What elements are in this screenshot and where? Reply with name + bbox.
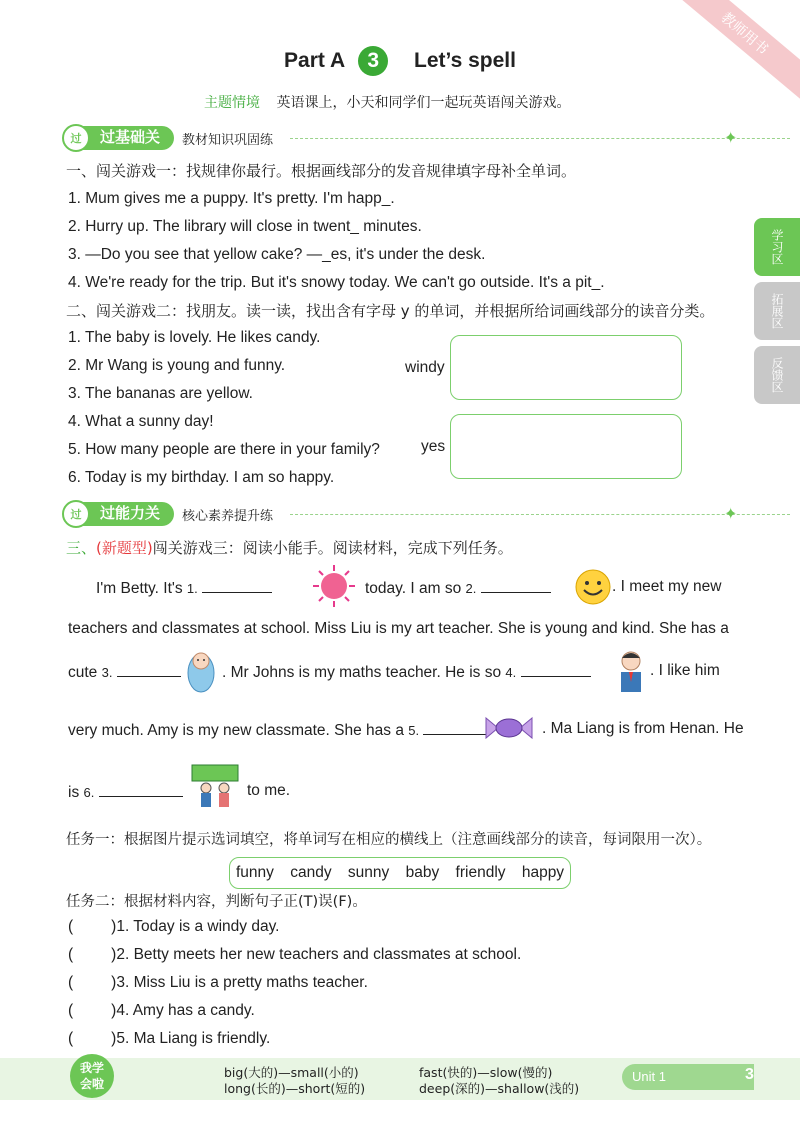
q2-title: 二、闯关游戏二：找朋友。读一读，找出含有字母 y 的单词，并根据所给词画线部分的读音分类。 <box>66 302 715 320</box>
word-bank-item: baby <box>405 864 440 881</box>
star-icon: ✦ <box>724 506 738 523</box>
blank-2[interactable] <box>481 578 551 593</box>
passage-line-3b: . Mr Johns is my maths teacher. He is so 4. <box>222 662 591 682</box>
q3-title: 三、(新题型)闯关游戏三：阅读小能手。阅读材料，完成下列任务。 <box>66 539 513 557</box>
q1-item: 2. Hurry up. The library will close in twent_ minutes. <box>68 218 422 235</box>
section-basic-icon: 过 <box>62 124 90 152</box>
word-bank-item: sunny <box>347 864 390 881</box>
section-basic-sub: 教材知识巩固练 <box>182 133 274 148</box>
task2-title: 任务二：根据材料内容，判断句子正(T)误(F)。 <box>66 894 367 910</box>
q1-item: 3. —Do you see that yellow cake? —_es, it's under the desk. <box>68 246 486 263</box>
unit-label: Unit 1 <box>622 1064 754 1090</box>
q1-item: 1. Mum gives me a puppy. It's pretty. I'm happ_. <box>68 190 395 207</box>
section-divider <box>290 514 790 515</box>
section-divider <box>290 138 790 139</box>
passage-line-4: very much. Amy is my new classmate. She has a 5. <box>68 720 489 740</box>
tab-study[interactable]: 学习区 <box>754 218 800 276</box>
word-bank-item: happy <box>521 864 565 881</box>
task1-title: 任务一：根据图片提示选词填空，将单词写在相应的横线上（注意画线部分的读音，每词限用一次）。 <box>66 832 712 848</box>
q2-item: 5. How many people are there in your family? <box>68 441 380 458</box>
q1-item: 4. We're ready for the trip. But it's snowy today. We can't go outside. It's a pit_. <box>68 274 605 291</box>
passage-line-1b: today. I am so 2. <box>365 578 551 598</box>
q2-item: 2. Mr Wang is young and funny. <box>68 357 286 374</box>
teacher-icon <box>616 646 646 692</box>
q2-item: 1. The baby is lovely. He likes candy. <box>68 329 321 346</box>
passage-line-5b: to me. <box>247 782 291 799</box>
theme-line <box>204 92 570 112</box>
smiley-icon <box>574 568 612 606</box>
tf-item: ( )4. Amy has a candy. <box>68 1002 255 1019</box>
tf-item: ( )1. Today is a windy day. <box>68 918 280 935</box>
antonym-pair: fast(快的)—slow(慢的) <box>419 1065 553 1080</box>
q2-item: 4. What a sunny day! <box>68 413 214 430</box>
theme-label: 主题情境 <box>204 95 260 111</box>
tf-item: ( )5. Ma Liang is friendly. <box>68 1030 271 1047</box>
word-bank-item: funny <box>236 864 274 881</box>
passage-line-2: teachers and classmates at school. Miss Liu is my art teacher. She is young and kind. She has a <box>68 620 729 637</box>
blank-4[interactable] <box>521 662 591 677</box>
theme-text: 英语课上，小天和同学们一起玩英语闯关游戏。 <box>276 95 571 111</box>
page-header <box>0 46 800 76</box>
section-ability-label: 过能力关 <box>70 502 174 526</box>
passage-line-1c: . I meet my new <box>612 578 722 595</box>
passage-line-5: is 6. <box>68 782 183 802</box>
corner-stamp: 教师用书 <box>670 0 800 99</box>
word-bank-item: candy <box>290 864 332 881</box>
section-basic-label: 过基础关 <box>70 126 174 150</box>
q2-item: 6. Today is my birthday. I am so happy. <box>68 469 335 486</box>
tab-feedback[interactable]: 反馈区 <box>754 346 800 404</box>
antonym-pair: deep(深的)—shallow(浅的) <box>419 1081 580 1096</box>
tf-item: ( )2. Betty meets her new teachers and classmates at school. <box>68 946 522 963</box>
friends-icon <box>188 764 242 808</box>
category-word-yes: yes <box>421 438 446 455</box>
blank-3[interactable] <box>117 662 181 677</box>
answer-box-yes[interactable] <box>450 414 682 479</box>
part-label: Part A <box>284 49 345 72</box>
part-number-badge: 3 <box>358 46 388 76</box>
passage-line-4b: . Ma Liang is from Henan. He <box>542 720 744 737</box>
sun-icon <box>312 564 356 608</box>
passage-line-1: I'm Betty. It's 1. <box>96 578 272 598</box>
category-word-windy: windy <box>405 359 445 376</box>
star-icon: ✦ <box>724 130 738 147</box>
tf-item: ( )3. Miss Liu is a pretty maths teacher. <box>68 974 368 991</box>
footer-badge: 我学 会啦 <box>70 1054 114 1098</box>
blank-6[interactable] <box>99 782 183 797</box>
q1-title: 一、闯关游戏一：找规律你最行。根据画线部分的发音规律填字母补全单词。 <box>66 162 577 180</box>
candy-icon <box>484 714 534 742</box>
passage-line-3c: . I like him <box>650 662 720 679</box>
page-number: 3 <box>745 1066 754 1083</box>
antonym-pair: long(长的)—short(短的) <box>224 1081 366 1096</box>
q2-item: 3. The bananas are yellow. <box>68 385 253 402</box>
section-ability-sub: 核心素养提升练 <box>182 509 274 524</box>
section-basic <box>70 126 750 152</box>
passage-line-3: cute 3. <box>68 662 181 682</box>
section-ability <box>70 502 750 528</box>
antonym-pair: big(大的)—small(小的) <box>224 1065 359 1080</box>
tab-extend[interactable]: 拓展区 <box>754 282 800 340</box>
answer-box-windy[interactable] <box>450 335 682 400</box>
blank-1[interactable] <box>202 578 272 593</box>
baby-icon <box>186 647 216 693</box>
blank-5[interactable] <box>423 720 489 735</box>
new-type-tag: (新题型) <box>96 539 153 557</box>
section-ability-icon: 过 <box>62 500 90 528</box>
word-bank-item: friendly <box>455 864 506 881</box>
word-bank <box>229 857 571 889</box>
page-title: Let’s spell <box>414 49 516 72</box>
